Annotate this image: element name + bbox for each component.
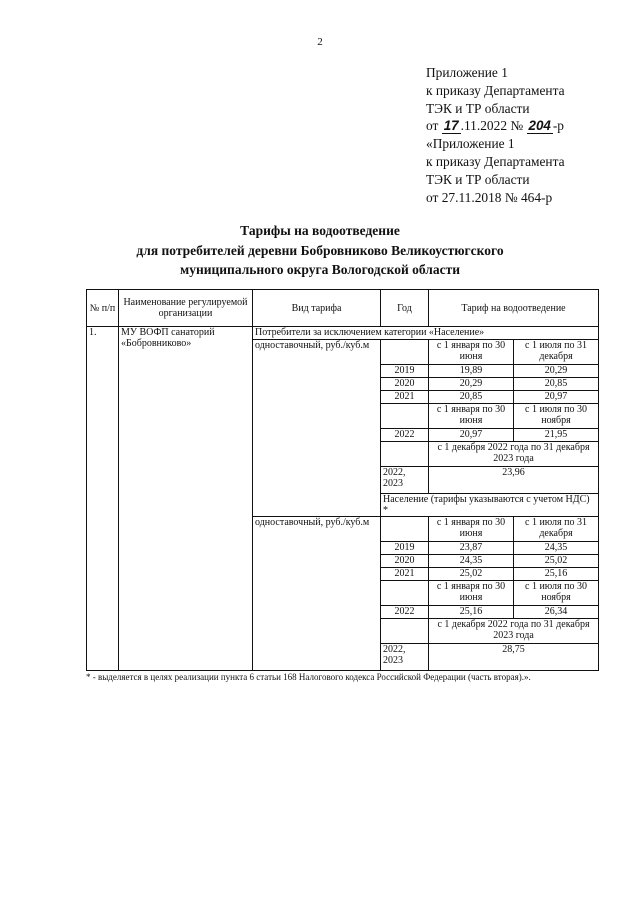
year-cell <box>381 581 429 606</box>
value-cell: 25,02 <box>514 555 599 568</box>
appendix-line: ТЭК и ТР области <box>426 100 530 116</box>
value-cell: 28,75 <box>429 644 599 671</box>
header-num: № п/п <box>87 290 119 327</box>
value-cell: 20,97 <box>429 429 514 442</box>
header-tariff: Тариф на водоотведение <box>429 290 599 327</box>
handwritten-order-number: 204 <box>528 118 551 134</box>
period-cell: с 1 декабря 2022 года по 31 декабря 2023 года <box>429 442 599 467</box>
tariff-table <box>86 289 599 671</box>
value-cell: 20,97 <box>514 391 599 404</box>
table-row <box>87 327 599 340</box>
value-cell: 25,16 <box>429 606 514 619</box>
value-cell: 24,35 <box>429 555 514 568</box>
year-cell: 2019 <box>381 365 429 378</box>
appendix-date-suffix: -р <box>552 118 564 134</box>
period-cell: с 1 января по 30 июня <box>429 340 514 365</box>
year-cell <box>381 619 429 644</box>
header-org: Наименование регулируемой организации <box>119 290 253 327</box>
appendix-line: от 27.11.2018 № 464-р <box>426 189 553 205</box>
appendix-date-prefix: от <box>426 118 439 134</box>
value-cell: 25,02 <box>429 568 514 581</box>
period-cell: с 1 июля по 31 декабря <box>514 517 599 542</box>
value-cell: 21,95 <box>514 429 599 442</box>
title-line: муниципального округа Вологодской области <box>180 262 460 277</box>
footnote: * - выделяется в целях реализации пункта 6 статьи 168 Налогового кодекса Российской Федерации (часть вторая).». <box>86 672 531 682</box>
period-cell: с 1 июля по 30 ноября <box>514 404 599 429</box>
year-cell: 2019 <box>381 542 429 555</box>
appendix-order-line <box>426 117 565 135</box>
value-cell: 20,85 <box>514 378 599 391</box>
period-cell: с 1 января по 30 июня <box>429 404 514 429</box>
value-cell: 24,35 <box>514 542 599 555</box>
value-cell: 20,85 <box>429 391 514 404</box>
value-cell: 20,29 <box>429 378 514 391</box>
header-tariff-type: Вид тарифа <box>253 290 381 327</box>
year-cell <box>381 404 429 429</box>
appendix-line: ТЭК и ТР области <box>426 171 530 187</box>
value-cell: 23,96 <box>429 467 599 494</box>
period-cell: с 1 января по 30 июня <box>429 581 514 606</box>
tariff-type: одноставочный, руб./куб.м <box>253 340 381 517</box>
year-cell: 2022, 2023 <box>381 644 429 671</box>
value-cell: 25,16 <box>514 568 599 581</box>
value-cell: 19,89 <box>429 365 514 378</box>
header-year: Год <box>381 290 429 327</box>
year-cell: 2021 <box>381 568 429 581</box>
period-cell: с 1 июля по 30 ноября <box>514 581 599 606</box>
period-cell: с 1 июля по 31 декабря <box>514 340 599 365</box>
appendix-line: Приложение 1 <box>426 65 508 80</box>
category-label: Население (тарифы указываются с учетом НДС) * <box>381 494 599 517</box>
title-line: Тарифы на водоотведение <box>240 223 400 238</box>
document-title <box>0 221 640 280</box>
organization-name: МУ ВОФП санаторий «Бобровниково» <box>119 327 253 671</box>
value-cell: 26,34 <box>514 606 599 619</box>
value-cell: 23,87 <box>429 542 514 555</box>
handwritten-day: 17 <box>443 118 459 134</box>
year-cell <box>381 340 429 365</box>
year-cell: 2022 <box>381 429 429 442</box>
period-cell: с 1 января по 30 июня <box>429 517 514 542</box>
year-cell: 2021 <box>381 391 429 404</box>
appendix-line: «Приложение 1 <box>426 136 515 152</box>
year-cell: 2020 <box>381 555 429 568</box>
period-cell: с 1 декабря 2022 года по 31 декабря 2023 года <box>429 619 599 644</box>
value-cell: 20,29 <box>514 365 599 378</box>
appendix-date-mid: .11.2022 № <box>460 118 524 134</box>
appendix-line: к приказу Департамента <box>426 153 565 169</box>
page-number: 2 <box>317 36 323 48</box>
category-label: Потребители за исключением категории «Население» <box>253 327 599 340</box>
table-header-row <box>87 290 599 327</box>
title-line: для потребителей деревни Бобровниково Великоустюгского <box>136 242 504 258</box>
appendix-block <box>426 64 565 206</box>
year-cell: 2020 <box>381 378 429 391</box>
year-cell <box>381 517 429 542</box>
appendix-line: к приказу Департамента <box>426 82 565 98</box>
tariff-type: одноставочный, руб./куб.м <box>253 517 381 671</box>
year-cell: 2022, 2023 <box>381 467 429 494</box>
row-number: 1. <box>87 327 119 671</box>
year-cell <box>381 442 429 467</box>
year-cell: 2022 <box>381 606 429 619</box>
